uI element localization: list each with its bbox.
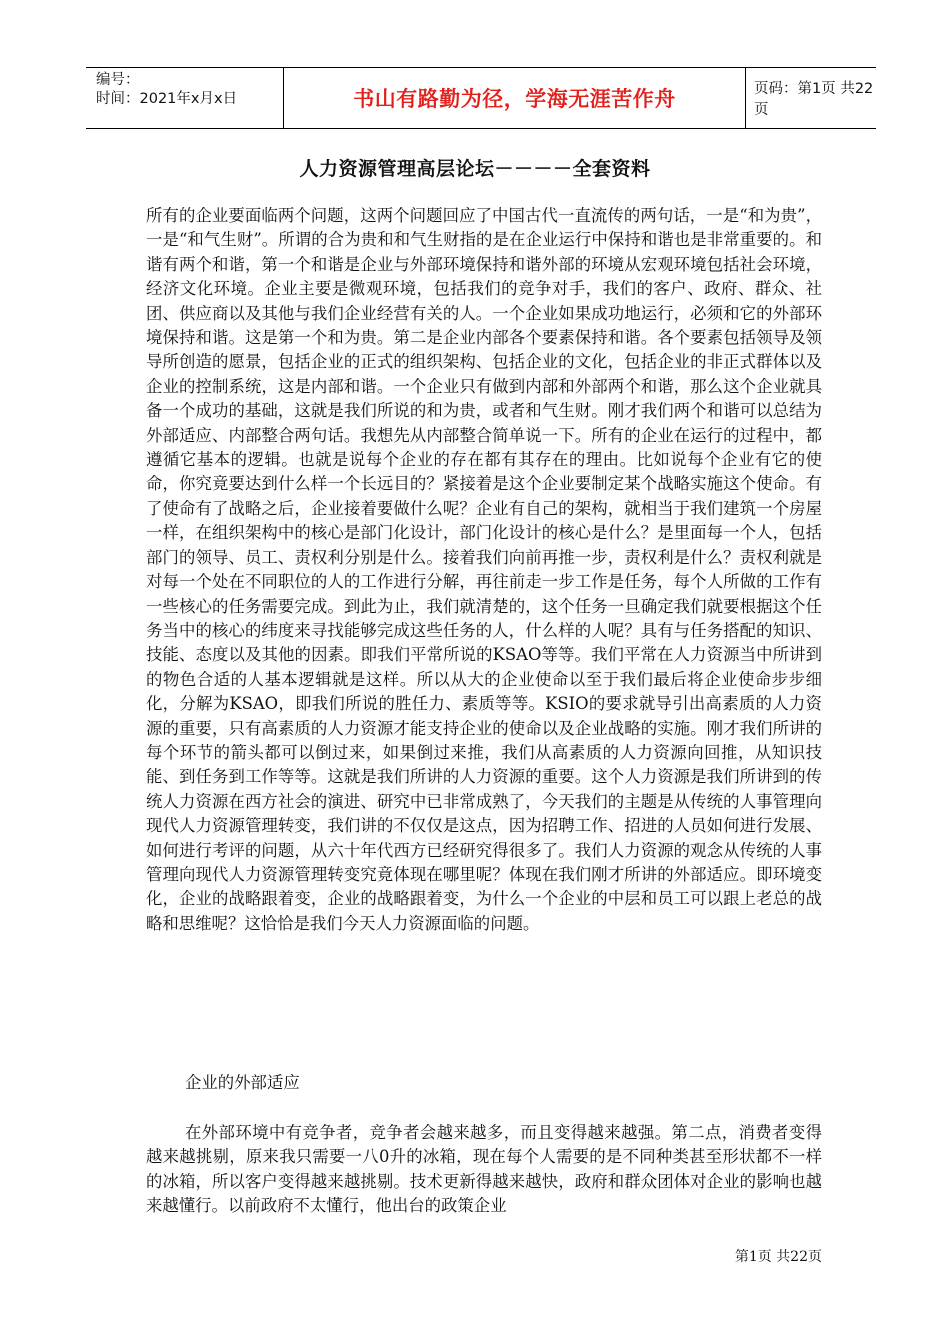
body-paragraph-1: 所有的企业要面临两个问题，这两个问题回应了中国古代一直流传的两句话，一是“和为贵”，一是“和气生财”。所谓的合为贵和和气生财指的是在企业运行中保持和谐也是非常重要的。和谐有两个和谐，第一个和谐是企业与外部环境保持和谐外部的环境从宏观环境包括社会环境，经济文化环境。企业主要是微观环境，包括我们的竞争对手，我们的客户、政府、群众、社团、供应商以及其他与我们企业经营有关的人。一个企业如果成功地运行，必须和它的外部环境保持和谐。这是第一个和为贵。第二是企业内部各个要素保持和谐。各个要素包括领导及领导所创造的愿景，包括企业的正式的组织架构、包括企业的文化，包括企业的非正式群体以及企业的控制系统，这是内部和谐。一个企业只有做到内部和外部两个和谐，那么这个企业就具备一个成功的基础，这就是我们所说的和为贵，或者和气生财。刚才我们两个和谐可以总结为外部适应、内部整合两句话。我想先从内部整合简单说一下。所有的企业在运行的过程中，都遵循它基本的逻辑。也就是说每个企业的存在都有其存在的理由。比如说每个企业有它的使命，你究竟要达到什么样一个长远目的？紧接着是这个企业要制定某个战略实施这个使命。有了使命有了战略之后，企业接着要做什么呢？企业有自己的架构，就相当于我们建筑一个房屋一样，在组织架构中的核心是部门化设计，部门化设计的核心是什么？是里面每一个人，包括部门的领导、员工、责权利分别是什么。接着我们向前再推一步，责权利是什么？责权利就是对每一个处在不同职位的人的工作进行分解，再往前走一步工作是任务，每个人所做的工作有一些核心的任务需要完成。到此为止，我们就清楚的，这个任务一旦确定我们就要根据这个任务当中的核心的纬度来寻找能够完成这些任务的人，什么样的人呢？具有与任务搭配的知识、技能、态度以及其他的因素。即我们平常所说的KSAO等等。我们平常在人力资源当中所讲到的物色合适的人基本逻辑就是这样。所以从大的企业使命以至于我们最后将企业使命步步细化，分解为KSAO，即我们所说的胜任力、素质等等。KSIO的要求就导引出高素质的人力资源的重要，只有高素质的人力资源才能支持企业的使命以及企业战略的实施。刚才我们所讲的每个环节的箭头都可以倒过来，如果倒过来推，我们从高素质的人力资源向回推，从知识技能、到任务到工作等等。这就是我们所讲的人力资源的重要。这个人力资源是我们所讲到的传统人力资源在西方社会的演进、研究中已非常成熟了，今天我们的主题是从传统的人事管理向现代人力资源管理转变，我们讲的不仅仅是这点，因为招聘工作、招进的人员如何进行发展、如何进行考评的问题，从六十年代西方已经研究得很多了。我们人力资源的观念从传统的人事管理向现代人力资源管理转变究竟体现在哪里呢？体现在我们刚才所讲的外部适应。即环境变化，企业的战略跟着变，企业的战略跟着变，为什么一个企业的中层和员工可以跟上老总的战略和思维呢？这恰恰是我们今天人力资源面临的问题。 — [146, 206, 822, 933]
header-page-number: 页码：第1页 共22页 — [754, 81, 874, 118]
header-motto: 书山有路勤为径，学海无涯苦作舟 — [284, 68, 746, 128]
document-time-label: 时间：2021年x月x日 — [96, 91, 238, 107]
header-meta-cell — [86, 68, 284, 128]
page-footer: 第1页 共22页 — [734, 1249, 822, 1265]
document-title: 人力资源管理高层论坛－－－－全套资料 — [299, 158, 651, 180]
section-heading: 企业的外部适应 — [185, 1073, 300, 1092]
body-paragraph-2: 在外部环境中有竞争者，竞争者会越来越多，而且变得越来越强。第二点，消费者变得越来越挑剔，原来我只需要一八0升的冰箱，现在每个人需要的是不同种类甚至形状都不一样的冰箱，所以客户变得越来越挑剔。技术更新得越来越快，政府和群众团体对企业的影响也越来越懂行。以前政府不太懂行，他出台的政策企业 — [146, 1123, 822, 1216]
document-number-label: 编号： — [96, 72, 140, 88]
page-header — [86, 67, 876, 129]
